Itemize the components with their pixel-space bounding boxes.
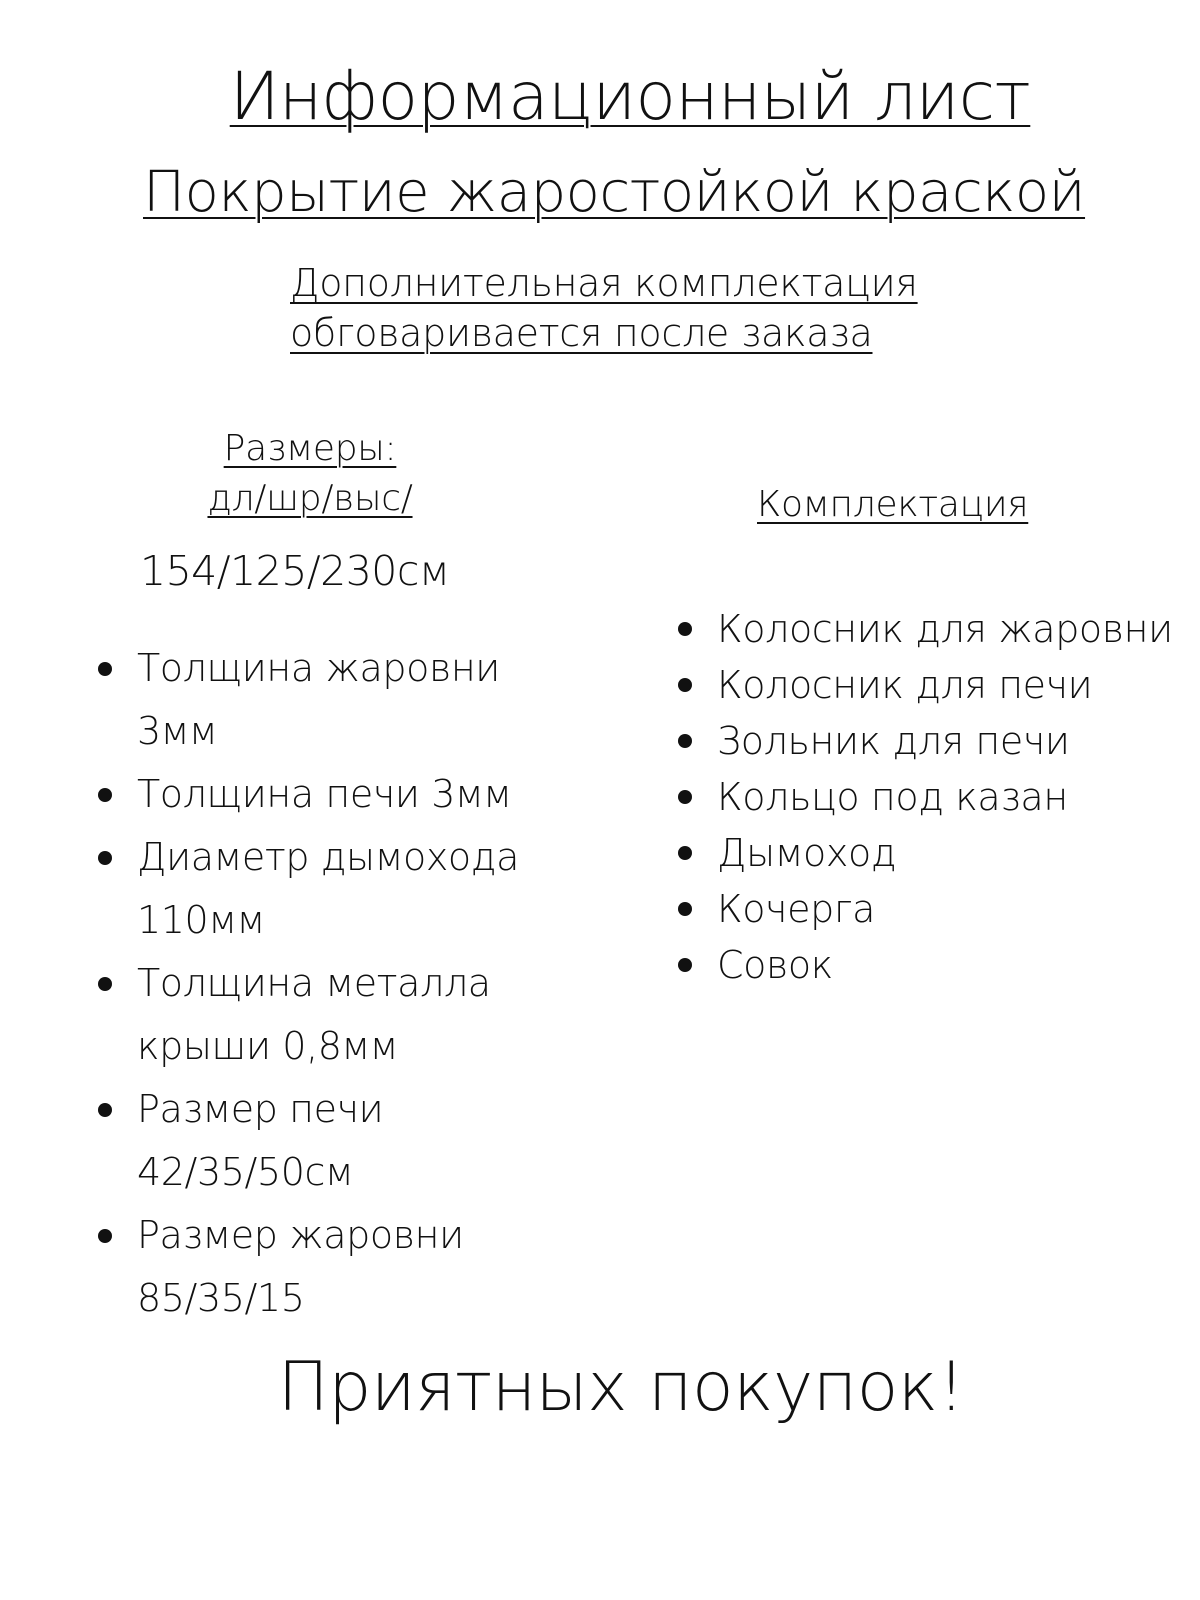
spec-item: [92, 637, 582, 763]
spec-item-line-2: 85/35/15: [137, 1276, 305, 1320]
spec-item: [92, 763, 582, 826]
spec-item-line-1: Размер печи: [137, 1087, 384, 1131]
bullet-icon: [678, 622, 692, 636]
order-note-line-1: Дополнительная комплектация: [290, 261, 918, 305]
page-title: Информационный лист: [229, 58, 1031, 135]
spec-item-line-1: Диаметр дымохода: [137, 835, 520, 879]
spec-item: [92, 1204, 582, 1330]
bullet-icon: [678, 846, 692, 860]
order-note-line-2: обговаривается после заказа: [290, 311, 873, 355]
closing-message: Приятных покупок!: [277, 1348, 965, 1427]
kit-item: [672, 657, 1192, 713]
bullet-icon: [98, 851, 112, 865]
bullet-icon: [98, 977, 112, 991]
bullet-icon: [98, 788, 112, 802]
spec-item-line-1: Толщина печи 3мм: [137, 772, 512, 816]
bullet-icon: [98, 1103, 112, 1117]
kit-item-label: Кочерга: [717, 887, 875, 931]
spec-item-line-2: крыши 0,8мм: [137, 1024, 399, 1068]
kit-label: Комплектация: [757, 484, 1029, 525]
spec-item-line-2: 42/35/50см: [137, 1150, 354, 1194]
kit-item-label: Кольцо под казан: [717, 775, 1068, 819]
bullet-icon: [678, 902, 692, 916]
spec-item: [92, 952, 582, 1078]
spec-item-line-2: 110мм: [137, 898, 265, 942]
bullet-icon: [678, 790, 692, 804]
kit-item-label: Совок: [717, 943, 833, 987]
kit-item: [672, 769, 1192, 825]
bullet-icon: [678, 958, 692, 972]
spec-item-line-1: Размер жаровни: [137, 1213, 464, 1257]
bullet-icon: [98, 662, 112, 676]
kit-item: [672, 825, 1192, 881]
kit-item-label: Дымоход: [717, 831, 897, 875]
kit-list: [672, 601, 1192, 993]
page-subtitle: Покрытие жаростойкой краской: [143, 160, 1086, 225]
kit-item-label: Зольник для печи: [717, 719, 1070, 763]
kit-item: [672, 713, 1192, 769]
dimensions-value: 154/125/230см: [140, 547, 450, 595]
spec-item-line-2: 3мм: [137, 709, 218, 753]
kit-item-label: Колосник для жаровни: [717, 607, 1173, 651]
dimensions-label-line-1: Размеры:: [223, 428, 397, 469]
kit-item-label: Колосник для печи: [717, 663, 1093, 707]
spec-item-line-1: Толщина металла: [137, 961, 491, 1005]
kit-item: [672, 601, 1192, 657]
order-note: [290, 258, 918, 358]
bullet-icon: [678, 678, 692, 692]
spec-item: [92, 826, 582, 952]
bullet-icon: [678, 734, 692, 748]
bullet-icon: [98, 1229, 112, 1243]
dimensions-label-line-2: дл/шр/выс/: [207, 478, 413, 519]
kit-item: [672, 881, 1192, 937]
dimensions-label: [150, 424, 470, 524]
spec-item-line-1: Толщина жаровни: [137, 646, 500, 690]
kit-item: [672, 937, 1192, 993]
specs-list: [92, 637, 582, 1330]
spec-item: [92, 1078, 582, 1204]
